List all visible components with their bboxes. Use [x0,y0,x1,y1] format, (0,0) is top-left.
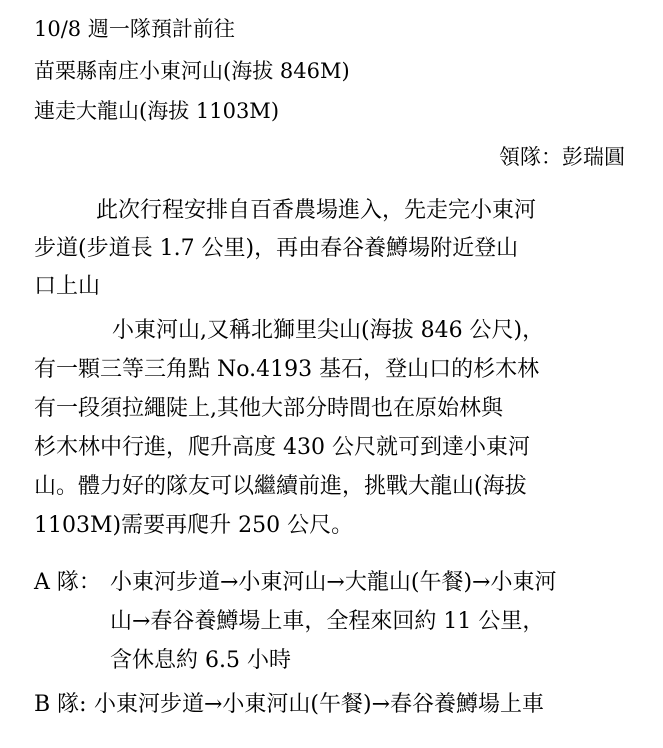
team-a-label: A 隊： [34,570,101,595]
paragraph2-line-5: 山。體力好的隊友可以繼續前進，挑戰大龍山(海拔 [34,474,527,499]
paragraph2-line-3: 有一段須拉繩陡上,其他大部分時間也在原始林與 [34,396,503,421]
paragraph2-line-1: 小東河山,又稱北獅里尖山(海拔 846 公尺)， [112,318,545,343]
paragraph1-line-1: 此次行程安排自百香農場進入，先走完小東河 [96,198,537,223]
team-a-line-3: 含休息約 6.5 小時 [110,648,291,673]
team-a-line-2: 山→春谷養鱒場上車，全程來回約 11 公里， [110,609,545,634]
header-line-2: 苗栗縣南庄小東河山(海拔 846M) [34,59,350,83]
team-a-line-1: 小東河步道→小東河山→大龍山(午餐)→小東河 [110,570,557,595]
paragraph2-line-4: 杉木林中行進，爬升高度 430 公尺就可到達小東河 [34,435,530,460]
paragraph2-line-2: 有一顆三等三角點 No.4193 基石，登山口的杉木林 [34,357,540,382]
team-b-label: B 隊: [34,692,87,717]
paragraph1-line-2: 步道(步道長 1.7 公里)，再由春谷養鱒場附近登山 [34,236,519,261]
leader-name: 領隊：彭瑞圓 [499,145,625,169]
team-b-line-1: 小東河步道→小東河山(午餐)→春谷養鱒場上車 [94,692,545,717]
paragraph1-line-3: 口上山 [34,274,101,299]
paragraph2-line-6: 1103M)需要再爬升 250 公尺。 [34,513,354,538]
header-line-1: 10/8 週一隊預計前往 [34,17,235,41]
header-line-3: 連走大龍山(海拔 1103M) [34,99,280,123]
